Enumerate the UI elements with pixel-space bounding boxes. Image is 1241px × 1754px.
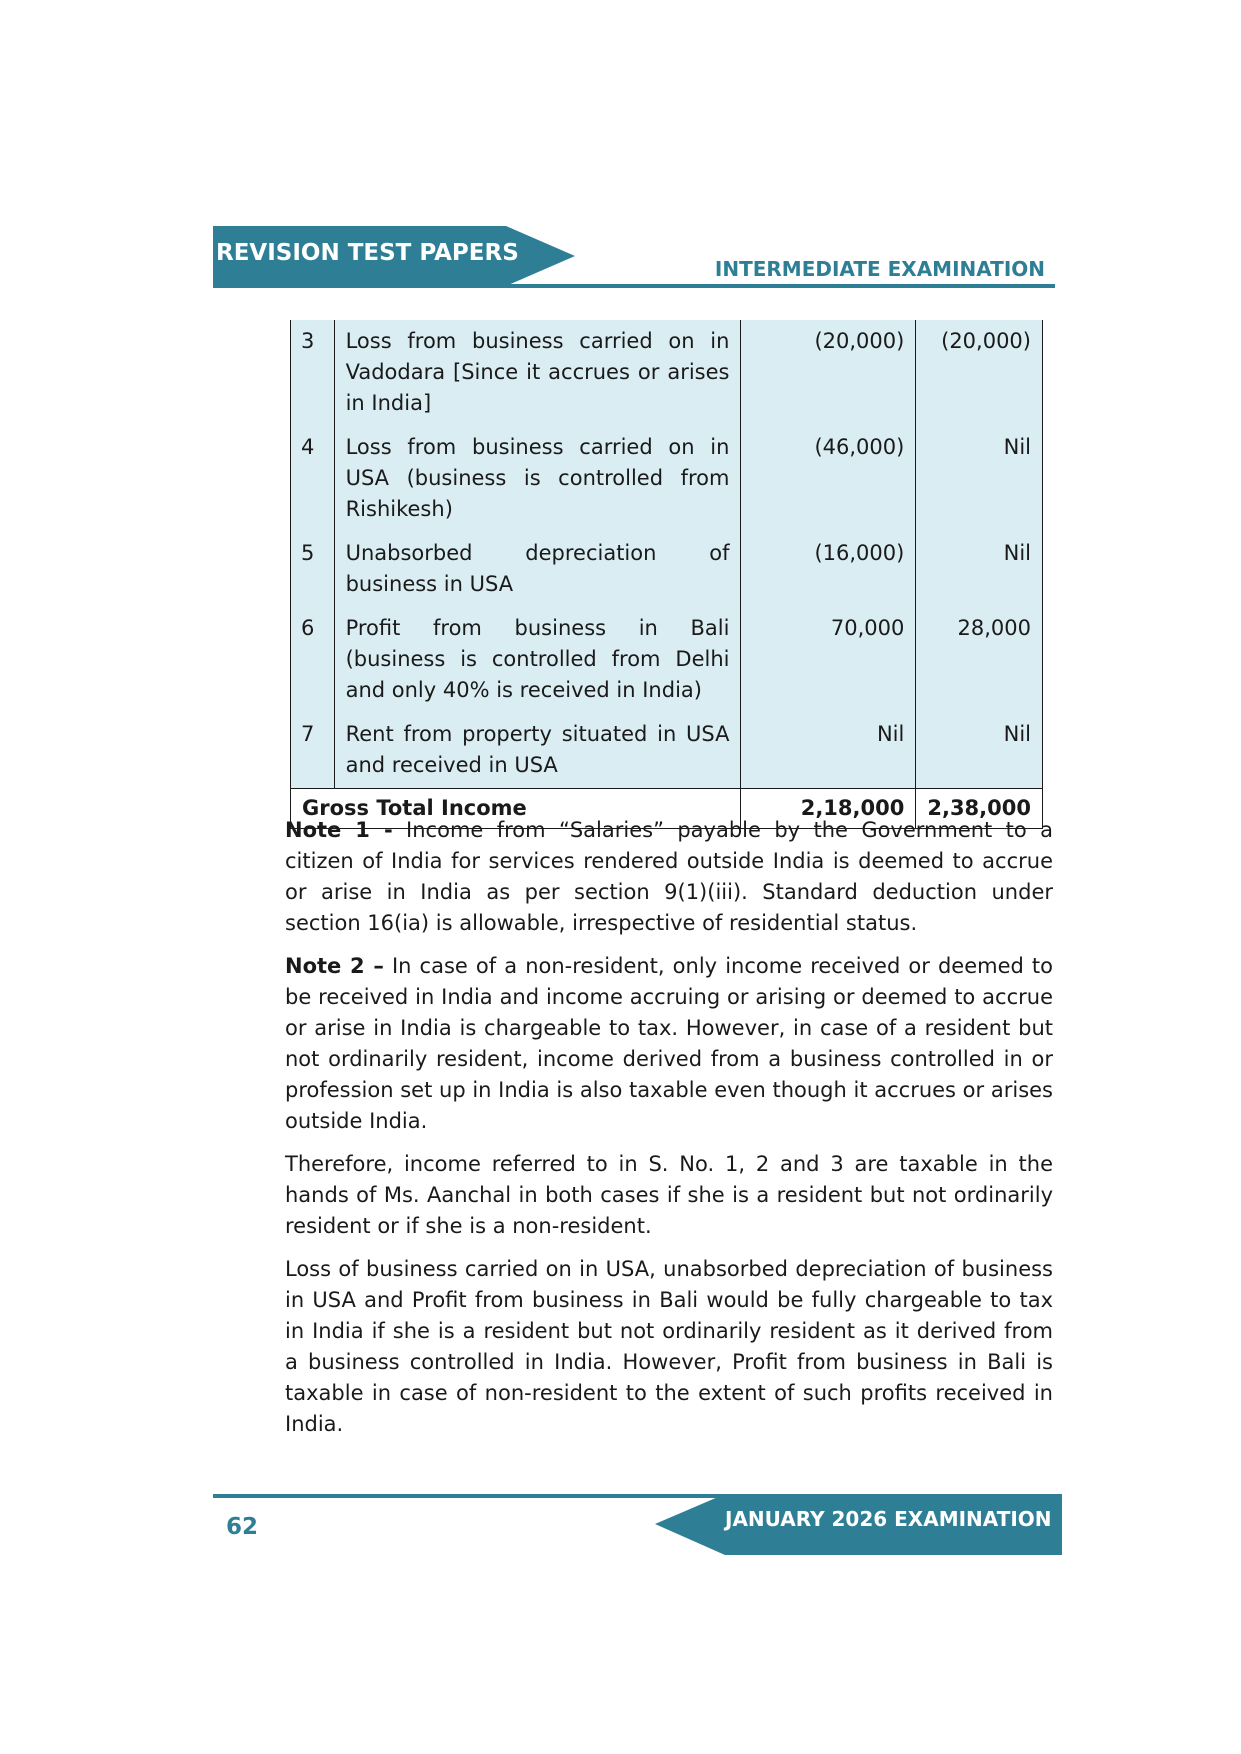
amount-col1: (20,000) [741, 320, 916, 426]
total-label: Gross Total Income [291, 789, 741, 829]
total-col1: 2,18,000 [741, 789, 916, 829]
note-1-label: Note 1 - [285, 818, 393, 842]
table-row [291, 426, 1043, 532]
row-description: Loss from business carried on in USA (business is controlled from Rishikesh) [334, 426, 741, 532]
paragraph-4: Loss of business carried on in USA, unabsorbed depreciation of business in USA and Profit from business in Bali would be fully chargeable to tax in India if she is a resident but not ordinarily resident as it derived from a business controlled in India. However, Profit from business in Bali is taxable in case of non-resident to the extent of such profits received in India. [285, 1257, 1053, 1436]
amount-col2: Nil [916, 713, 1043, 789]
row-description: Unabsorbed depreciation of business in USA [334, 532, 741, 607]
row-description: Rent from property situated in USA and received in USA [334, 713, 741, 789]
serial-number: 3 [291, 320, 335, 426]
table-row [291, 320, 1043, 426]
serial-number: 7 [291, 713, 335, 789]
amount-col1: 70,000 [741, 607, 916, 713]
table-row [291, 713, 1043, 789]
total-col2: 2,38,000 [916, 789, 1043, 829]
row-description: Profit from business in Bali (business is controlled from Delhi and only 40% is received in India) [334, 607, 741, 713]
page-number: 62 [226, 1514, 259, 1540]
row-description: Loss from business carried on in Vadodara [Since it accrues or arises in India] [334, 320, 741, 426]
footer-exam-title: JANUARY 2026 EXAMINATION [725, 1507, 1052, 1531]
note-2-label: Note 2 – [285, 954, 384, 978]
income-table [290, 320, 1043, 829]
amount-col2: Nil [916, 532, 1043, 607]
amount-col1: (46,000) [741, 426, 916, 532]
amount-col2: 28,000 [916, 607, 1043, 713]
note-2 [285, 951, 1053, 1137]
amount-col2: Nil [916, 426, 1043, 532]
header-rule [213, 284, 1055, 288]
notes-section [285, 815, 1053, 1452]
note-1-text: Income from “Salaries” payable by the Government to a citizen of India for services rendered outside India is deemed to accrue or arise in India as per section 9(1)(iii). Standard deduction under section 16(ia) is allowable, irrespective of residential status. [285, 818, 1054, 935]
header-title: REVISION TEST PAPERS [216, 240, 519, 266]
amount-col1: Nil [741, 713, 916, 789]
serial-number: 4 [291, 426, 335, 532]
amount-col2: (20,000) [916, 320, 1043, 426]
note-2-text: In case of a non-resident, only income received or deemed to be received in India and income accruing or arising or deemed to accrue or arise in India is chargeable to tax. However, in case of a resident but not ordinarily resident, income derived from a business controlled in or profession set up in India is also taxable even though it accrues or arises outside India. [285, 954, 1053, 1133]
table-row [291, 532, 1043, 607]
table-row [291, 607, 1043, 713]
header-subtitle: INTERMEDIATE EXAMINATION [714, 257, 1045, 281]
serial-number: 5 [291, 532, 335, 607]
serial-number: 6 [291, 607, 335, 713]
note-1 [285, 815, 1053, 939]
amount-col1: (16,000) [741, 532, 916, 607]
paragraph-3: Therefore, income referred to in S. No. 1, 2 and 3 are taxable in the hands of Ms. Aanchal in both cases if she is a resident but not ordinarily resident or if she is a non-resident. [285, 1152, 1053, 1238]
